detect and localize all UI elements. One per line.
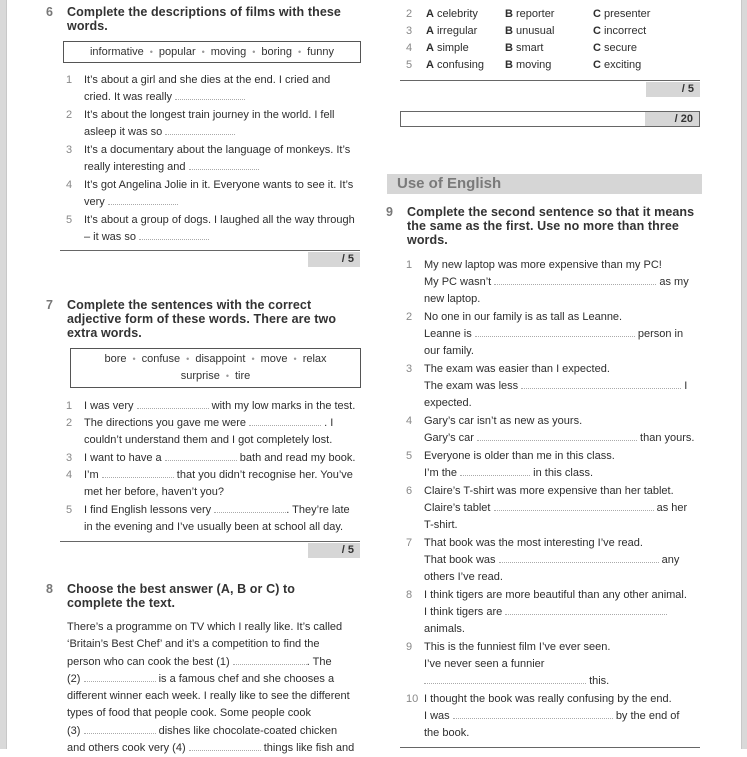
second-sentence: as my (659, 276, 689, 289)
word: bore (104, 353, 127, 365)
text-line: person who can cook the best (1) (67, 655, 230, 668)
second-sentence: I was (424, 710, 450, 723)
item-number: 9 (406, 641, 413, 653)
first-sentence: I thought the book was really confusing by the end. (424, 693, 672, 705)
gap-fill-text (67, 619, 367, 757)
option-text: simple (436, 42, 469, 54)
item-text: It’s about a group of dogs. I laughed all the way through (84, 214, 355, 226)
exercise-9-heading (386, 205, 696, 247)
second-sentence: others I’ve read. (424, 571, 503, 584)
word: funny (307, 46, 335, 58)
second-sentence: I’m the (424, 467, 458, 480)
item-text: met her before, haven’t you? (84, 486, 225, 499)
option-text: reporter (515, 8, 555, 20)
option-a[interactable]: A confusing (426, 59, 485, 71)
item-text: I’m (84, 469, 99, 481)
option-text: irregular (436, 25, 478, 37)
answer-blank[interactable] (165, 450, 237, 461)
exercise-9-item (406, 361, 702, 413)
exercise-7-item (66, 398, 366, 415)
item-text: It’s got Angelina Jolie in it. Everyone wants to see it. It’s (84, 179, 354, 191)
answer-blank[interactable] (460, 465, 530, 476)
answer-blank[interactable] (165, 124, 235, 135)
second-sentence: any (661, 554, 680, 567)
exercise-9-item (406, 257, 702, 309)
item-number: 3 (66, 452, 73, 464)
item-number: 5 (406, 59, 413, 71)
exercise-9-item (406, 483, 702, 535)
answer-blank[interactable] (475, 326, 635, 337)
first-sentence: The exam was easier than I expected. (424, 363, 610, 375)
second-sentence: My PC wasn’t (424, 276, 492, 289)
text-line: ‘Britain’s Best Chef’ and it’s a competition to find the (67, 638, 320, 651)
item-number: 2 (66, 417, 73, 429)
option-b[interactable]: B moving (505, 59, 552, 71)
answer-blank[interactable] (477, 430, 637, 441)
answer-blank[interactable] (189, 159, 259, 170)
item-number: 4 (66, 179, 73, 191)
second-sentence: I (684, 380, 688, 393)
exercise-6-item (66, 72, 366, 106)
answer-blank[interactable] (453, 708, 613, 719)
divider (60, 250, 360, 251)
exercise-9-item (406, 309, 702, 361)
item-text: I find English lessons very (84, 504, 212, 516)
first-sentence: No one in our family is as tall as Leanne. (424, 311, 623, 323)
item-text: in the evening and I’ve usually been at school all day. (84, 521, 344, 534)
second-sentence: That book was (424, 554, 496, 567)
item-text: cried. It was really (84, 91, 173, 104)
exercise-8-heading (46, 582, 346, 610)
second-sentence: the book. (424, 727, 470, 740)
second-sentence: our family. (424, 345, 474, 358)
option-c[interactable]: C secure (593, 42, 637, 54)
word: popular (158, 46, 196, 58)
first-sentence: Claire’s T-shirt was more expensive than her tablet. (424, 485, 674, 497)
second-sentence: Claire’s tablet (424, 502, 491, 515)
exercise-7-item (66, 415, 366, 449)
answer-blank[interactable] (214, 502, 286, 513)
answer-blank[interactable] (505, 604, 667, 615)
option-a[interactable]: A celebrity (426, 8, 478, 20)
answer-blank[interactable] (137, 398, 209, 409)
option-row (406, 40, 637, 57)
option-c[interactable]: C presenter (593, 8, 651, 20)
exercise-6-heading (46, 5, 346, 33)
text-line: types of food that people cook. Some people cook (67, 707, 311, 720)
score-box: / 5 (308, 543, 360, 558)
second-sentence: expected. (424, 397, 472, 410)
item-number: 2 (406, 8, 413, 20)
answer-blank[interactable] (424, 673, 586, 684)
first-sentence: My new laptop was more expensive than my PC! (424, 259, 662, 271)
exercise-title: Choose the best answer (A, B or C) to complete the text. (67, 582, 296, 610)
second-sentence: new laptop. (424, 293, 481, 306)
answer-blank[interactable] (139, 229, 209, 240)
option-row (406, 6, 650, 23)
item-number: 3 (406, 363, 413, 375)
word-box: informative • popular • moving • boring • funny (63, 41, 361, 63)
item-number: 5 (66, 214, 73, 226)
option-text: unusual (515, 25, 555, 37)
second-sentence: animals. (424, 623, 465, 636)
option-a[interactable]: A irregular (426, 25, 478, 37)
option-c[interactable]: C incorrect (593, 25, 647, 37)
second-sentence: person in (637, 328, 684, 341)
second-sentence: I’ve never seen a funnier (424, 658, 545, 671)
divider (60, 541, 360, 542)
exercise-6-item (66, 212, 366, 246)
item-text: really interesting and (84, 161, 186, 174)
word: relax (302, 353, 327, 365)
word: boring (261, 46, 292, 58)
item-text: bath and read my book. (239, 452, 356, 464)
answer-blank[interactable] (108, 194, 178, 205)
option-text: smart (515, 42, 544, 54)
answer-blank-1[interactable] (233, 654, 307, 665)
exercise-9-item (406, 691, 702, 743)
text-line: dishes like chocolate-coated chicken (158, 724, 338, 737)
item-number: 4 (66, 469, 73, 481)
answer-blank[interactable] (521, 378, 681, 389)
exercise-number: 6 (46, 5, 54, 19)
item-text: . I (324, 417, 334, 429)
first-sentence: Gary’s car isn’t as new as yours. (424, 415, 583, 427)
item-number: 1 (66, 74, 73, 86)
score-box: / 5 (646, 82, 700, 97)
item-text: It’s about the longest train journey in the world. I fell (84, 109, 335, 121)
answer-blank[interactable] (249, 415, 321, 426)
text-line: is a famous chef and she chooses a (158, 672, 335, 685)
item-text: The directions you gave me were (84, 417, 247, 429)
answer-blank-2[interactable] (84, 671, 156, 682)
item-text: I want to have a (84, 452, 162, 464)
option-text: celebrity (436, 8, 478, 20)
score-box: / 5 (308, 252, 360, 267)
exercise-9-item (406, 639, 702, 691)
word: confuse (141, 353, 181, 365)
item-number: 6 (406, 485, 413, 497)
exercise-9-item (406, 413, 702, 447)
word: surprise (180, 370, 220, 382)
word: moving (210, 46, 247, 58)
answer-blank[interactable] (175, 89, 245, 100)
answer-blank-3[interactable] (84, 723, 156, 734)
item-text: I was very (84, 400, 134, 412)
text-line: . The (306, 655, 332, 668)
option-b[interactable]: B reporter (505, 8, 555, 20)
second-sentence: this. (589, 675, 610, 688)
text-line: different winner each week. I really like to see the different (67, 690, 350, 703)
text-line: things like fish and (263, 742, 355, 755)
second-sentence: than yours. (640, 432, 695, 445)
answer-blank[interactable] (494, 274, 656, 285)
option-b[interactable]: B unusual (505, 25, 555, 37)
second-sentence: The exam was less (424, 380, 519, 393)
text-line: (3) (67, 724, 81, 737)
option-row (406, 23, 646, 40)
exercise-number: 8 (46, 582, 54, 596)
exercise-7-item (66, 450, 366, 467)
text-line: There’s a programme on TV which I really like. It’s called (67, 621, 343, 633)
exercise-9-item (406, 587, 702, 639)
word: informative (89, 46, 144, 58)
item-number: 3 (406, 25, 413, 37)
page-edge-right (741, 0, 747, 749)
answer-blank[interactable] (499, 552, 659, 563)
exercise-6-item (66, 142, 366, 176)
item-number: 7 (406, 537, 413, 549)
exercise-number: 7 (46, 298, 54, 312)
exercise-title: Complete the descriptions of films with these words. (67, 5, 341, 33)
option-text: moving (515, 59, 552, 71)
exercise-9-item (406, 448, 702, 482)
option-row (406, 57, 641, 74)
item-text: couldn’t understand them and I got completely lost. (84, 434, 333, 447)
word: disappoint (195, 353, 246, 365)
first-sentence: That book was the most interesting I’ve read. (424, 537, 643, 549)
exercise-6-item (66, 107, 366, 141)
exercise-number: 9 (386, 205, 394, 219)
exercise-9-item (406, 535, 702, 587)
item-number: 5 (406, 450, 413, 462)
first-sentence: Everyone is older than me in this class. (424, 450, 615, 462)
second-sentence: by the end of (615, 710, 680, 723)
item-number: 10 (406, 693, 419, 705)
item-text: very (84, 196, 105, 209)
item-number: 2 (406, 311, 413, 323)
item-text: that you didn’t recognise her. You’ve (176, 469, 353, 481)
page-edge-left (0, 0, 7, 749)
item-number: 1 (406, 259, 413, 271)
option-c[interactable]: C exciting (593, 59, 642, 71)
option-text: incorrect (603, 25, 647, 37)
word: tire (235, 370, 251, 382)
option-text: exciting (603, 59, 642, 71)
exercise-7-heading (46, 298, 346, 340)
section-heading: Use of English (387, 174, 702, 194)
text-line: and others cook very (4) (67, 742, 186, 755)
second-sentence: I think tigers are (424, 606, 503, 619)
option-text: confusing (436, 59, 485, 71)
answer-blank[interactable] (494, 500, 654, 511)
item-text: with my low marks in the test. (211, 400, 356, 412)
divider (400, 747, 700, 748)
item-text: . They’re late (286, 504, 350, 516)
item-number: 4 (406, 415, 413, 427)
second-sentence: in this class. (533, 467, 594, 480)
item-text: – it was so (84, 231, 136, 244)
total-score: / 20 (645, 112, 699, 126)
second-sentence: T-shirt. (424, 519, 458, 532)
item-text: It’s about a girl and she dies at the end. I cried and (84, 74, 331, 86)
second-sentence: as her (656, 502, 688, 515)
divider (400, 80, 700, 81)
exercise-7-item (66, 502, 366, 536)
item-number: 8 (406, 589, 413, 601)
exercise-7-item (66, 467, 366, 501)
word-box: bore • confuse • disappoint • move • relax surprise • tire (70, 348, 361, 388)
exercise-title: Complete the second sentence so that it means the same as the first. Use no more than three words. (407, 205, 695, 247)
total-score-box (400, 111, 700, 127)
second-sentence: Gary’s car (424, 432, 474, 445)
item-number: 5 (66, 504, 73, 516)
first-sentence: I think tigers are more beautiful than any other animal. (424, 589, 687, 601)
answer-blank-4[interactable] (189, 740, 261, 751)
item-number: 3 (66, 144, 73, 156)
item-text: asleep it was so (84, 126, 163, 139)
item-number: 2 (66, 109, 73, 121)
option-text: presenter (603, 8, 651, 20)
text-line: (2) (67, 672, 81, 685)
option-text: secure (603, 42, 637, 54)
exercise-title: Complete the sentences with the correct adjective form of these words. There are two extra words. (67, 298, 337, 340)
answer-blank[interactable] (102, 467, 174, 478)
item-number: 1 (66, 400, 73, 412)
option-a[interactable]: A simple (426, 42, 469, 54)
option-b[interactable]: B smart (505, 42, 544, 54)
item-text: It’s a documentary about the language of monkeys. It’s (84, 144, 351, 156)
first-sentence: This is the funniest film I’ve ever seen. (424, 641, 611, 653)
word: move (260, 353, 288, 365)
second-sentence: Leanne is (424, 328, 472, 341)
item-number: 4 (406, 42, 413, 54)
exercise-6-item (66, 177, 366, 211)
